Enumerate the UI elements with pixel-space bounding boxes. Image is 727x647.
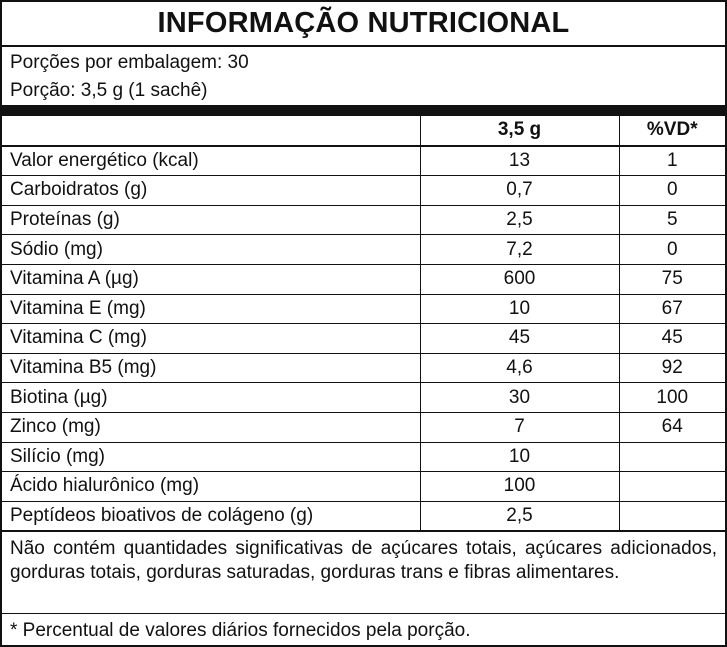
header-nutrient [2,116,420,146]
dv-value: 64 [619,412,725,442]
amount-value: 45 [420,324,619,354]
dv-value: 0 [619,176,725,206]
amount-value: 0,7 [420,176,619,206]
dv-value [619,442,725,472]
amount-value: 600 [420,264,619,294]
amount-value: 30 [420,383,619,413]
table-row [2,146,725,176]
not-significant-note: Não contém quantidades significativas de açúcares totais, açúcares adicionados, gorduras totais, gorduras saturadas, gorduras trans e fibras alimentares. [10,538,717,583]
nutrient-name: Vitamina C (mg) [2,324,420,354]
header-dv: %VD* [619,116,725,146]
table-row [2,176,725,206]
nutrient-name: Peptídeos bioativos de colágeno (g) [2,501,420,531]
divider [2,613,725,614]
header-amount: 3,5 g [420,116,619,146]
dv-value: 75 [619,264,725,294]
nutrient-name: Proteínas (g) [2,205,420,235]
amount-value: 13 [420,146,619,176]
dv-value: 1 [619,146,725,176]
amount-value: 2,5 [420,205,619,235]
dv-value: 5 [619,205,725,235]
amount-value: 7 [420,412,619,442]
amount-value: 100 [420,472,619,502]
serving-size: Porção: 3,5 g (1 sachê) [10,80,208,101]
table-row [2,353,725,383]
table-row [2,264,725,294]
nutrient-name: Ácido hialurônico (mg) [2,472,420,502]
dv-value [619,501,725,531]
table-header-row [2,116,725,146]
amount-value: 7,2 [420,235,619,265]
nutrient-name: Vitamina B5 (mg) [2,353,420,383]
nutrient-name: Silício (mg) [2,442,420,472]
footnote: * Percentual de valores diários fornecidos pela porção. [10,620,471,641]
amount-value: 10 [420,294,619,324]
nutrient-name: Sódio (mg) [2,235,420,265]
nutrient-name: Vitamina E (mg) [2,294,420,324]
nutrient-name: Carboidratos (g) [2,176,420,206]
servings-per-package: Porções por embalagem: 30 [10,52,249,73]
dv-value: 45 [619,324,725,354]
dv-value: 92 [619,353,725,383]
nutrient-name: Vitamina A (µg) [2,264,420,294]
table-row [2,501,725,531]
dv-value: 100 [619,383,725,413]
label-title: INFORMAÇÃO NUTRICIONAL [2,2,725,47]
table-row [2,383,725,413]
nutrient-name: Biotina (µg) [2,383,420,413]
serving-info [10,49,249,105]
nutrition-table [2,116,725,532]
table-row [2,412,725,442]
dv-value [619,472,725,502]
table-row [2,472,725,502]
nutrient-name: Zinco (mg) [2,412,420,442]
table-row [2,235,725,265]
table-row [2,324,725,354]
table-row [2,294,725,324]
thick-divider [2,105,725,116]
table-row [2,442,725,472]
amount-value: 4,6 [420,353,619,383]
table-row [2,205,725,235]
dv-value: 0 [619,235,725,265]
nutrient-name: Valor energético (kcal) [2,146,420,176]
amount-value: 10 [420,442,619,472]
dv-value: 67 [619,294,725,324]
amount-value: 2,5 [420,501,619,531]
